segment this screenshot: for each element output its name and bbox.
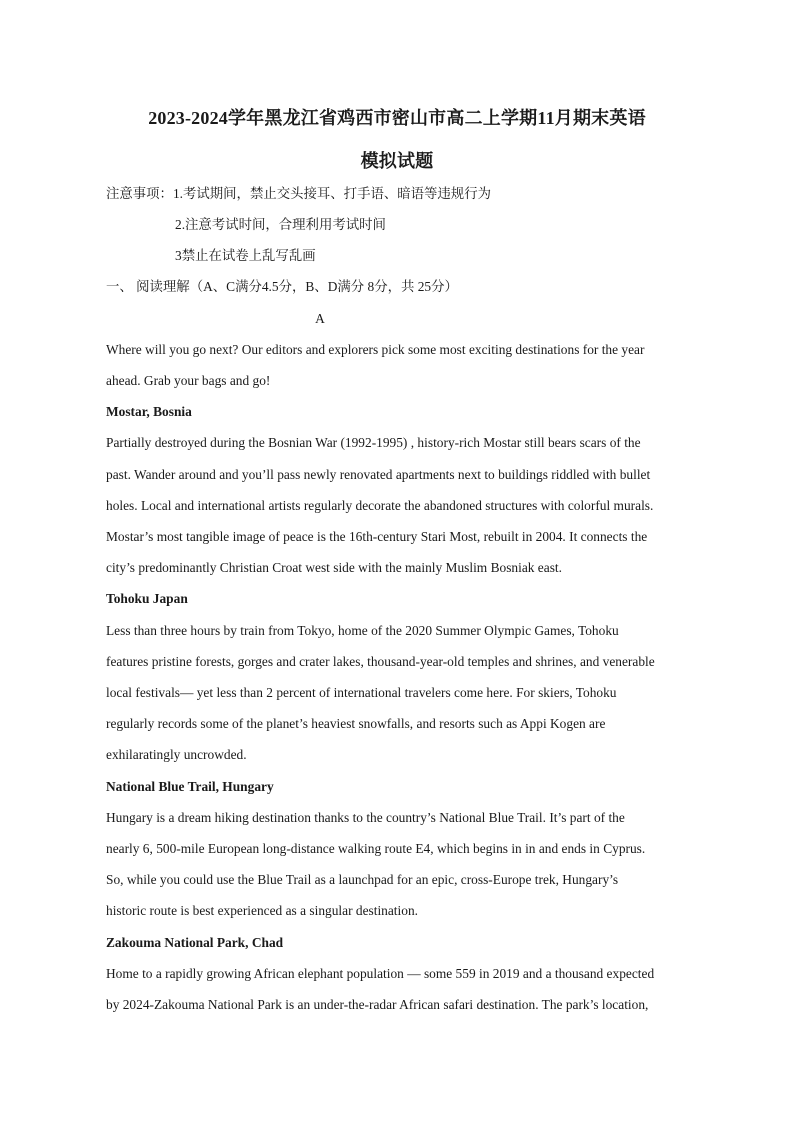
paragraph-line: holes. Local and international artists regularly decorate the abandoned structures with colorful murals.: [106, 498, 654, 513]
document-title-line-1: 2023-2024学年黑龙江省鸡西市密山市高二上学期11月期末英语: [148, 108, 646, 128]
tohoku-heading: Tohoku Japan: [106, 591, 188, 606]
paragraph-line: local festivals— yet less than 2 percent of international travelers come here. For skiers, Tohoku: [106, 685, 617, 700]
notice-line-1: 注意事项：1.考试期间，禁止交头接耳、打手语、暗语等违规行为: [106, 186, 491, 201]
paragraph-line: exhilaratingly uncrowded.: [106, 747, 247, 762]
paragraph-line: by 2024-Zakouma National Park is an under-the-radar African safari destination. The park’s location,: [106, 997, 649, 1012]
paragraph-line: Partially destroyed during the Bosnian War (1992-1995) , history-rich Mostar still bears scars of the: [106, 435, 641, 450]
paragraph-line: historic route is best experienced as a singular destination.: [106, 903, 418, 918]
paragraph-line: Mostar’s most tangible image of peace is the 16th-century Stari Most, rebuilt in 2004. It connects the: [106, 529, 648, 544]
part-label: A: [315, 311, 325, 326]
intro-line: ahead. Grab your bags and go!: [106, 373, 271, 388]
paragraph-line: So, while you could use the Blue Trail as a launchpad for an epic, cross-Europe trek, Hungary’s: [106, 872, 619, 887]
paragraph-line: city’s predominantly Christian Croat west side with the mainly Muslim Bosniak east.: [106, 560, 562, 575]
notice-line-2: 2.注意考试时间，合理利用考试时间: [175, 217, 386, 232]
hungary-heading: National Blue Trail, Hungary: [106, 779, 274, 794]
paragraph-line: Less than three hours by train from Tokyo, home of the 2020 Summer Olympic Games, Tohoku: [106, 623, 619, 638]
paragraph-line: features pristine forests, gorges and crater lakes, thousand-year-old temples and shrines, and venerable: [106, 654, 655, 669]
document-title-line-2: 模拟试题: [360, 151, 434, 171]
section-heading: 一、 阅读理解（A、C满分4.5分，B、D满分 8分，共 25分）: [106, 279, 458, 294]
paragraph-line: past. Wander around and you’ll pass newly renovated apartments next to buildings riddled with bullet: [106, 467, 651, 482]
paragraph-line: Hungary is a dream hiking destination thanks to the country’s National Blue Trail. It’s part of the: [106, 810, 625, 825]
notice-line-3: 3禁止在试卷上乱写乱画: [175, 248, 316, 263]
intro-line: Where will you go next? Our editors and explorers pick some most exciting destinations for the year: [106, 342, 645, 357]
paragraph-line: regularly records some of the planet’s heaviest snowfalls, and resorts such as Appi Kogen are: [106, 716, 606, 731]
mostar-heading: Mostar, Bosnia: [106, 404, 192, 419]
paragraph-line: nearly 6, 500-mile European long-distance walking route E4, which begins in in and ends in Cyprus.: [106, 841, 646, 856]
paragraph-line: Home to a rapidly growing African elephant population — some 559 in 2019 and a thousand expected: [106, 966, 655, 981]
zakouma-heading: Zakouma National Park, Chad: [106, 935, 284, 950]
